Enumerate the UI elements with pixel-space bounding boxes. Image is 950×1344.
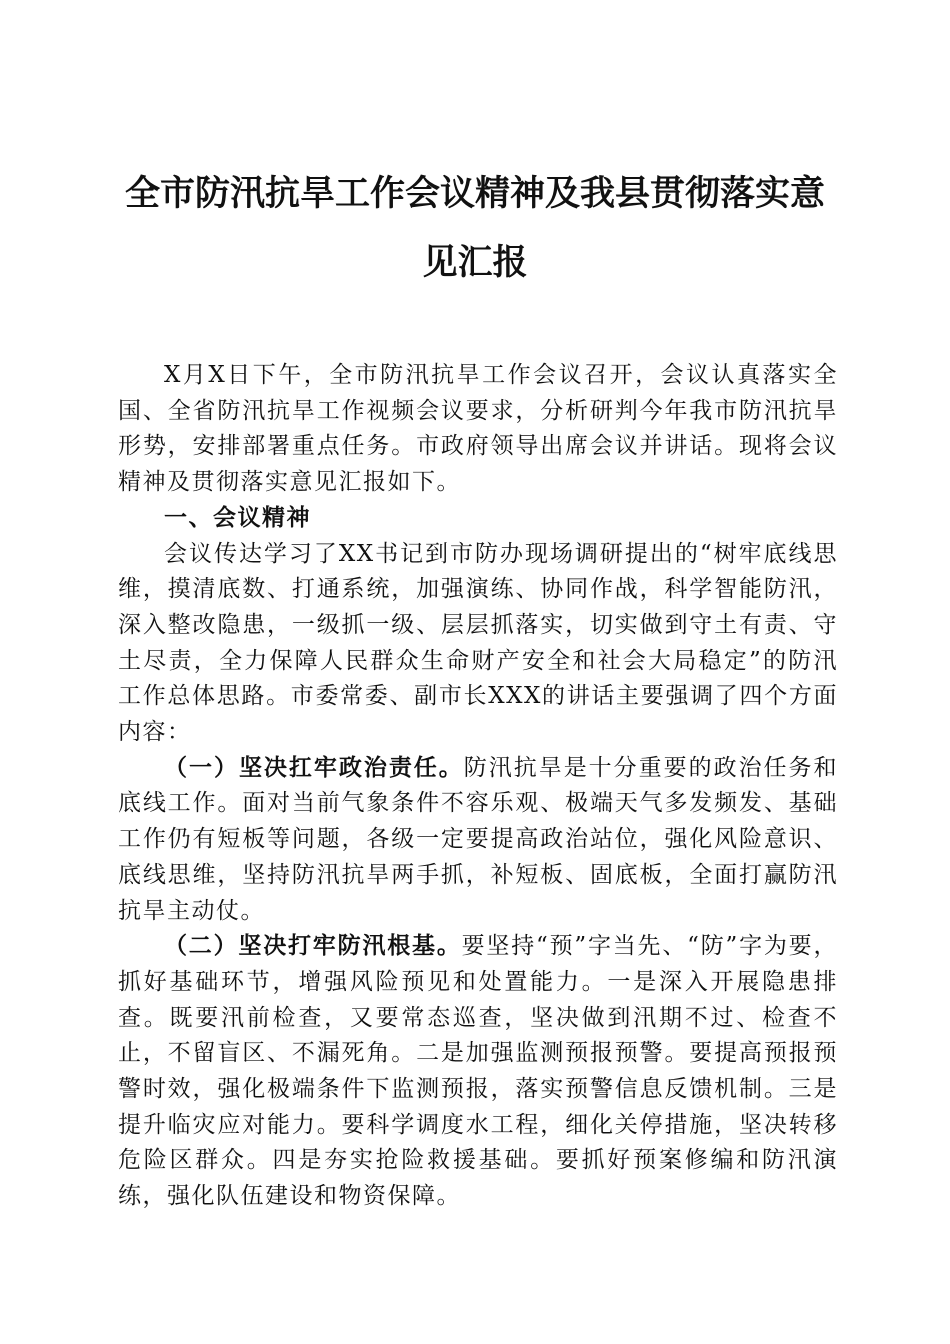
point-text-flood-foundation: 要坚持“预”字当先、“防”字为要，抓好基础环节，增强风险预见和处置能力。一是深入开展隐患排查。既要汛前检查，又要常态巡查，坚决做到汛期不过、检查不止，不留盲区、不漏死角。二是加强监测预报预警。要提高预报预警时效，强化极端条件下监测预报，落实预警信息反馈机制。三是提升临灾应对能力。要科学调度水工程，细化关停措施，坚决转移危险区群众。四是夯实抢险救援基础。要抓好预案修编和防汛演练，强化队伍建设和物资保障。: [118, 933, 838, 1210]
document-body: [118, 358, 838, 1215]
section-heading-meeting-spirit: 一、会议精神: [164, 504, 311, 531]
point-lead-political-responsibility: （一）坚决扛牢政治责任。: [164, 754, 464, 781]
document-title-line-1: 全市防汛抗旱工作会议精神及我县贯彻落实意: [124, 174, 825, 214]
point-lead-flood-foundation: （二）坚决打牢防汛根基。: [164, 933, 462, 960]
point-text-political-responsibility: 防汛抗旱是十分重要的政治任务和底线工作。面对当前气象条件不容乐观、极端天气多发频发、基础工作仍有短板等问题，各级一定要提高政治站位，强化风险意识、底线思维，坚持防汛抗旱两手抓，补短板、固底板，全面打赢防汛抗旱主动仗。: [118, 754, 839, 924]
document-title-line-2: 见汇报: [422, 243, 528, 283]
point-paragraph-flood-foundation: [118, 929, 838, 1215]
point-paragraph-political-responsibility: [118, 751, 838, 930]
intro-paragraph: X月X日下午，全市防汛抗旱工作会议召开，会议认真落实全国、全省防汛抗旱工作视频会议要求，分析研判今年我市防汛抗旱形势，安排部署重点任务。市政府领导出席会议并讲话。现将会议精神及贯彻落实意见汇报如下。: [118, 362, 838, 496]
section-paragraph-meeting-spirit: 会议传达学习了XX书记到市防办现场调研提出的“树牢底线思维，摸清底数、打通系统，加强演练、协同作战，科学智能防汛，深入整改隐患，一级抓一级、层层抓落实，切实做到守土有责、守土尽责，全力保障人民群众生命财产安全和社会大局稳定”的防汛工作总体思路。市委常委、副市长XXX的讲话主要强调了四个方面内容：: [118, 540, 838, 746]
